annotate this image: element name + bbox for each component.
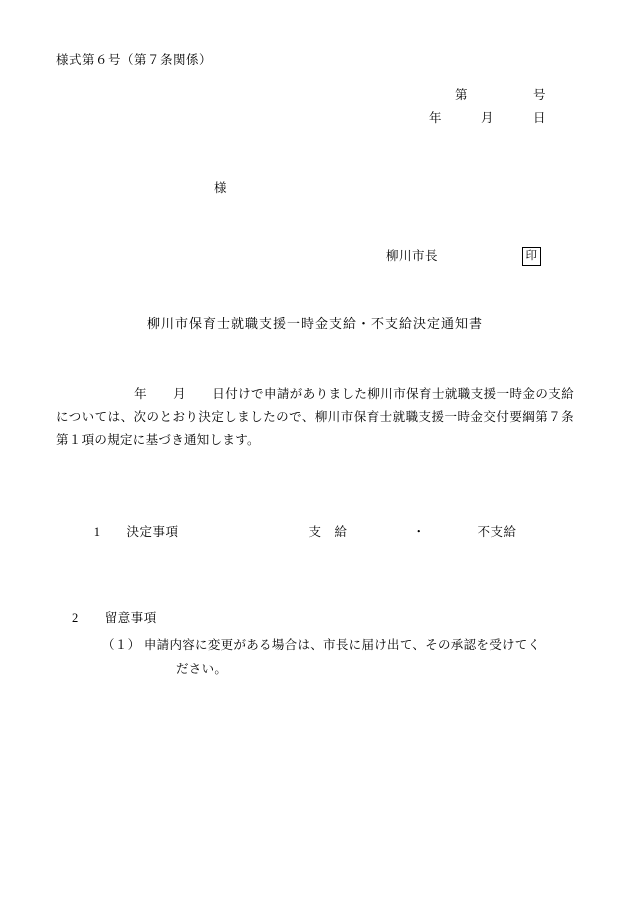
reference-date-line: 年 月 日 <box>428 111 546 126</box>
decision-options[interactable]: 支 給 ・ 不支給 <box>308 525 517 540</box>
section-1-number: 1 <box>93 525 101 540</box>
note-item-1-text: 申請内容に変更がある場合は、市長に届け出て、その承認を受けてく <box>143 638 541 653</box>
section-2-number: 2 <box>72 611 79 626</box>
section-1-heading: 決定事項 <box>126 525 179 540</box>
intro-day: 日 <box>212 387 226 402</box>
section-decision <box>56 502 574 562</box>
intro-year: 年 <box>134 387 148 402</box>
issuer-name: 柳川市長 <box>386 249 439 264</box>
note-item-1-text-cont: ださい。 <box>176 661 228 676</box>
addressee-line: 様 <box>214 181 228 196</box>
note-item-1-marker: （１） <box>102 638 141 653</box>
section-2-head <box>72 608 574 628</box>
intro-text: 付けで申請がありました柳川市保育士就職支援一時金の支給については、次のとおり決定しましたので、柳川市保育士就職支援一時金交付要綱第７条第１項の規定に基づき通知します。 <box>56 387 575 448</box>
form-number: 様式第６号（第７条関係） <box>56 53 213 67</box>
reference-number-line: 第 号 <box>454 88 546 102</box>
issuer-row <box>56 246 574 266</box>
intro-month: 月 <box>173 387 187 402</box>
document-body <box>56 50 574 681</box>
section-notes <box>56 608 574 680</box>
intro-paragraph <box>56 383 574 452</box>
section-2-heading: 留意事項 <box>104 611 157 626</box>
reference-block <box>56 84 574 130</box>
seal-stamp-icon: 印 <box>522 247 541 266</box>
note-item-1 <box>72 634 574 680</box>
document-title: 柳川市保育士就職支援一時金支給・不支給決定通知書 <box>146 316 483 332</box>
